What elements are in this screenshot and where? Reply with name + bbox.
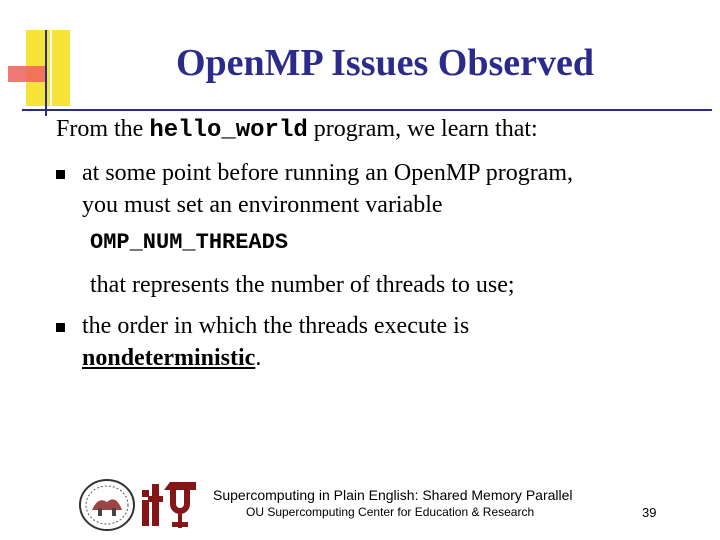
slide-title: OpenMP Issues Observed: [175, 42, 595, 84]
bullet2-line2: [82, 343, 261, 373]
intro-line: [56, 114, 538, 146]
page-number: 39: [642, 505, 657, 520]
intro-prefix: From the: [56, 116, 150, 142]
intro-suffix: program, we learn that:: [307, 116, 538, 142]
deco-white-vertical-line: [50, 20, 52, 110]
ou-seal-logo-icon: [78, 478, 136, 532]
bullet-icon: [56, 170, 65, 179]
corner-decoration: [0, 0, 80, 120]
ou-it-logo-icon: [138, 478, 204, 530]
bullet2-end: .: [255, 345, 262, 371]
bullet2-line1: the order in which the threads execute is: [82, 313, 470, 339]
bullet-icon: [56, 323, 65, 332]
env-var-code: OMP_NUM_THREADS: [90, 230, 289, 255]
nondeterministic-emphasis: nondeterministic: [82, 345, 256, 371]
deco-red-bar: [8, 66, 46, 82]
footer-org-name: OU Supercomputing Center for Education & Research: [246, 505, 535, 519]
bullet1-line3: that represents the number of threads to use;: [90, 272, 515, 298]
title-underline: [22, 109, 712, 111]
intro-code: hello_world: [149, 117, 308, 144]
bullet1-line1: at some point before running an OpenMP program,: [82, 160, 574, 186]
footer-course-title: Supercomputing in Plain English: Shared Memory Parallel: [213, 487, 573, 503]
deco-blue-vertical-line: [45, 30, 47, 116]
bullet1-line2: you must set an environment variable: [82, 192, 443, 218]
